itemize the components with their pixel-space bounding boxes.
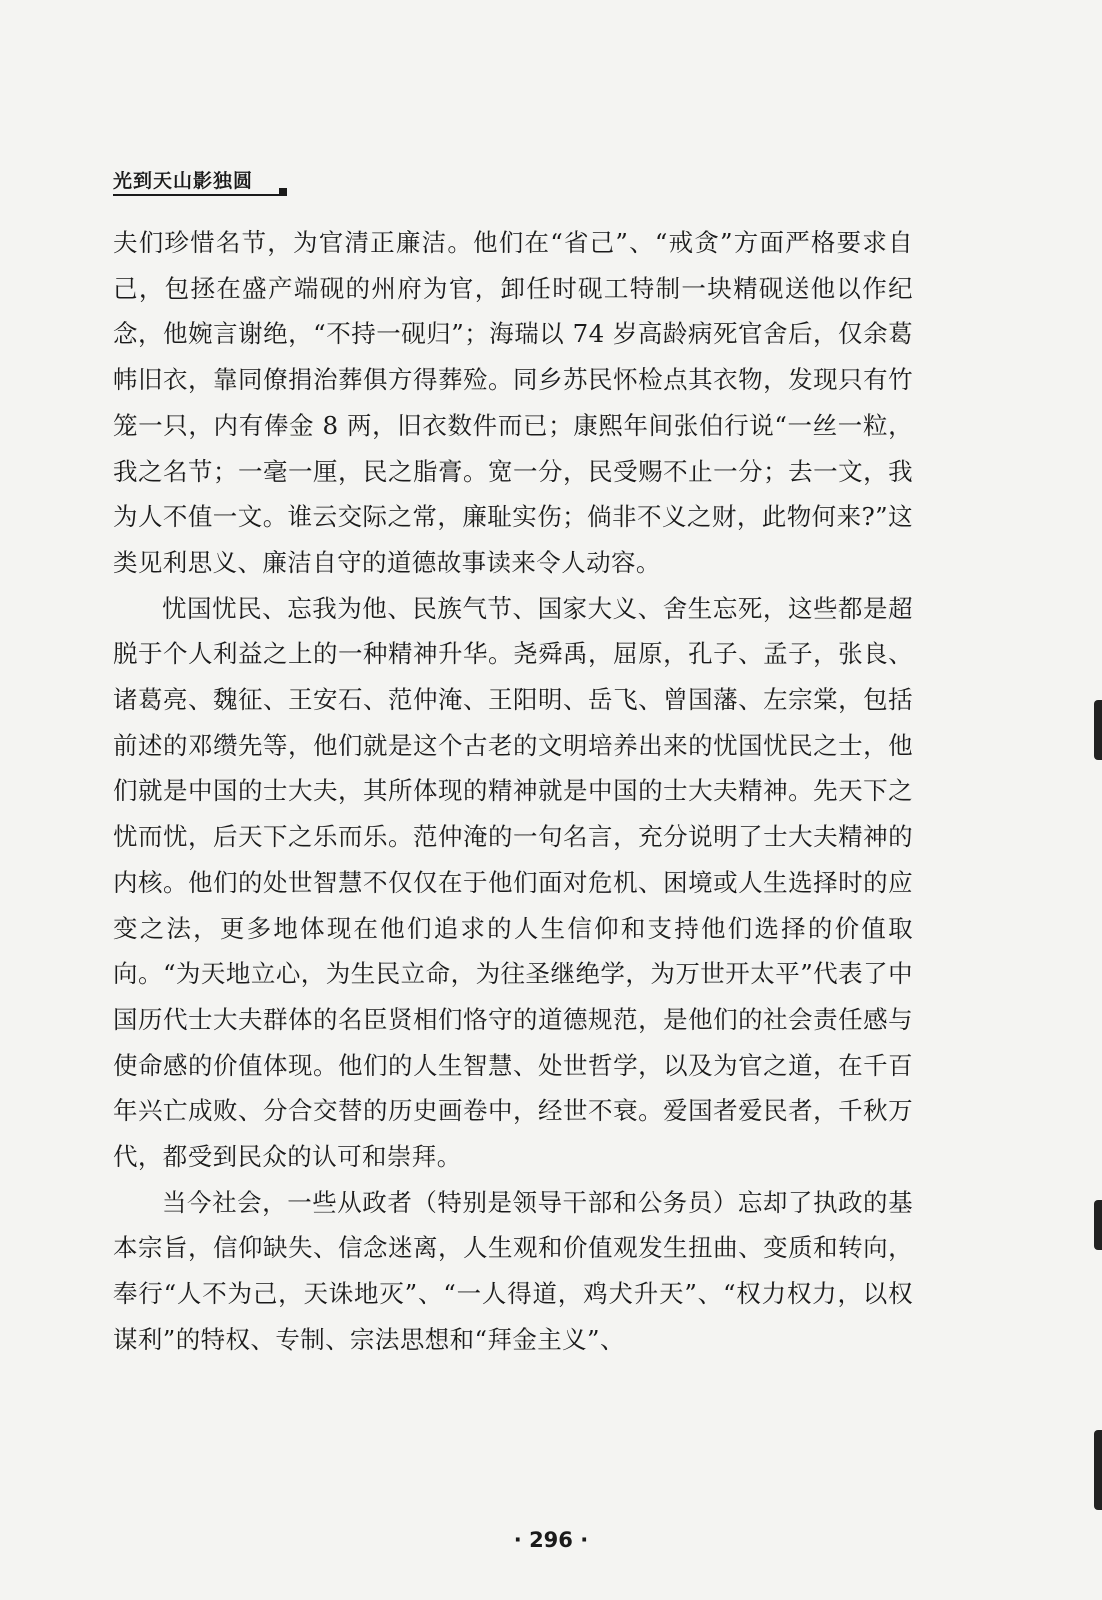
scan-edge-mark: [1094, 700, 1102, 760]
scan-edge-mark: [1094, 1200, 1102, 1250]
running-header: [113, 166, 283, 192]
paragraph-1: 夫们珍惜名节，为官清正廉洁。他们在“省己”、“戒贪”方面严格要求自己，包拯在盛产端砚的州府为官，卸任时砚工特制一块精砚送他以作纪念，他婉言谢绝，“不持一砚归”；海瑞以 74 岁高龄病死官舍后，仅余葛帏旧衣，靠同僚捐治葬俱方得葬殓。同乡苏民怀检点其衣物，发现只有竹笼一只，内有俸金 8 两，旧衣数件而已；康熙年间张伯行说“一丝一粒，我之名节；一毫一厘，民之脂膏。宽一分，民受赐不止一分；去一文，我为人不值一文。谁云交际之常，廉耻实伤；倘非不义之财，此物何来?”这类见利思义、廉洁自守的道德故事读来令人动容。: [113, 228, 913, 577]
running-header-title: 光到天山影独圆: [113, 170, 254, 192]
header-square-marker: [279, 188, 287, 196]
body-text: [113, 220, 913, 1363]
paragraph-2: 忧国忧民、忘我为他、民族气节、国家大义、舍生忘死，这些都是超脱于个人利益之上的一种精神升华。尧舜禹，屈原，孔子、孟子，张良、诸葛亮、魏征、王安石、范仲淹、王阳明、岳飞、曾国藩、左宗棠，包括前述的邓缵先等，他们就是这个古老的文明培养出来的忧国忧民之士，他们就是中国的士大夫，其所体现的精神就是中国的士大夫精神。先天下之忧而忧，后天下之乐而乐。范仲淹的一句名言，充分说明了士大夫精神的内核。他们的处世智慧不仅仅在于他们面对危机、困境或人生选择时的应变之法，更多地体现在他们追求的人生信仰和支持他们选择的价值取向。“为天地立心，为生民立命，为往圣继绝学，为万世开太平”代表了中国历代士大夫群体的名臣贤相们恪守的道德规范，是他们的社会责任感与使命感的价值体现。他们的人生智慧、处世哲学，以及为官之道，在千百年兴亡成败、分合交替的历史画卷中，经世不衰。爱国者爱民者，千秋万代，都受到民众的认可和崇拜。: [113, 593, 913, 1172]
header-rule: [113, 194, 283, 196]
scan-edge-mark: [1094, 1430, 1102, 1510]
page-number: · 296 ·: [513, 1528, 589, 1552]
paragraph-3: 当今社会，一些从政者（特别是领导干部和公务员）忘却了执政的基本宗旨，信仰缺失、信念迷离，人生观和价值观发生扭曲、变质和转向，奉行“人不为己，天诛地灭”、“一人得道，鸡犬升天”、“权力权力，以权谋利”的特权、专制、宗法思想和“拜金主义”、: [113, 1187, 913, 1354]
